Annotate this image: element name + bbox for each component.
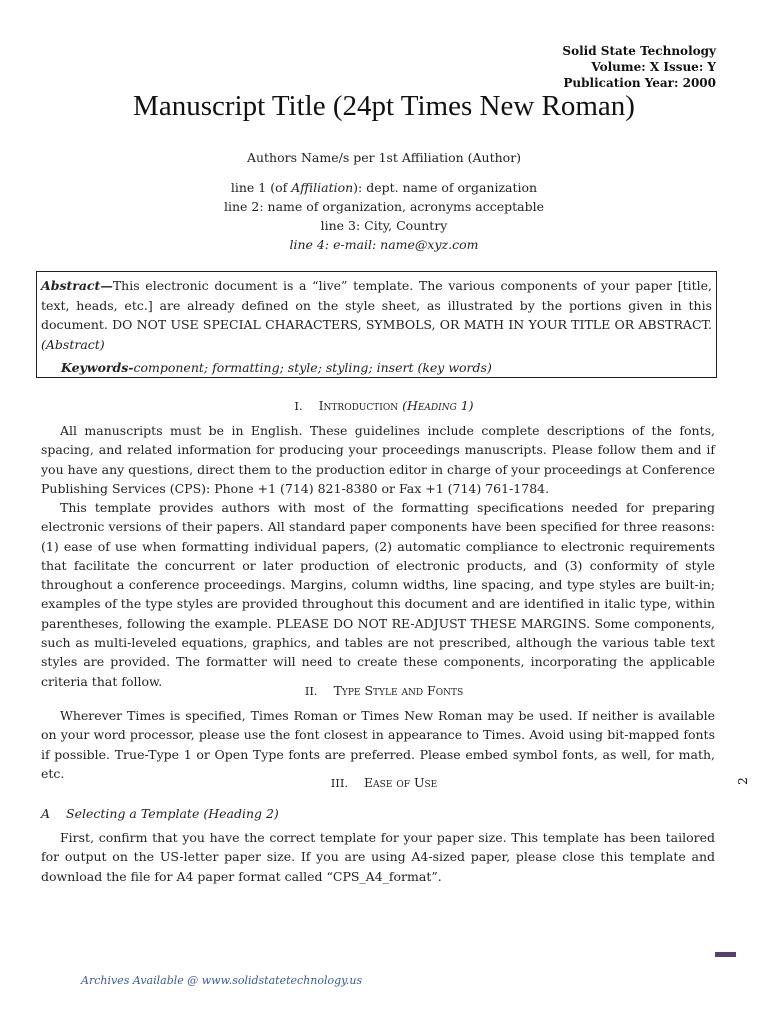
section-number: I. <box>294 399 303 413</box>
section-heading-1 <box>0 398 768 413</box>
affiliation-line-1 <box>0 178 768 197</box>
subheading <box>41 806 279 821</box>
section-heading-3 <box>0 775 768 790</box>
page-title: Manuscript Title (24pt Times New Roman) <box>133 90 635 122</box>
section-number: III. <box>330 776 349 790</box>
affiliation-line-3: line 3: City, Country <box>320 218 448 233</box>
keywords-label: Keywords- <box>61 360 134 375</box>
affiliation-line-1-prefix: line 1 (of <box>230 180 292 195</box>
affiliation-block <box>0 178 768 254</box>
paragraph-intro-2: This template provides authors with most of the formatting specifications needed for preparing electronic versions of their papers. All standard paper components have been specified for three reasons: (1) ease of use when formatting individual papers, (2) automatic compliance to electronic requirements that facilitate the concurrent or later production of electronic products, and (3) conformity of style throughout a conference proceedings. Margins, column widths, line spacing, and type styles are built-in; examples of the type styles are provided throughout this document and are identified in italic type, within parentheses, following the example. PLEASE DO NOT RE-ADJUST THESE MARGINS. Some components, such as multi-leveled equations, graphics, and tables are not prescribed, although the various table text styles are provided. The formatter will need to create these components, incorporating the applicable criteria that follow. <box>41 500 715 689</box>
paragraph-intro-1: All manuscripts must be in English. These guidelines include complete descriptions of the fonts, spacing, and related information for producing your proceedings manuscripts. Please follow them and if you have any questions, direct them to the production editor in charge of your proceedings at Conference Publishing Services (CPS): Phone +1 (714) 821-8380 or Fax +1 (714) 761-1784. <box>41 423 715 496</box>
section-number: II. <box>304 684 318 698</box>
affiliation-line-2: line 2: name of organization, acronyms acceptable <box>223 199 545 214</box>
accent-bar <box>715 952 736 957</box>
authors-line: Authors Name/s per 1st Affiliation (Author) <box>246 150 522 165</box>
affiliation-line-1-suffix: ): dept. name of organization <box>353 180 538 195</box>
journal-volume: Volume: X Issue: Y <box>591 60 716 74</box>
page-number: 2 <box>735 777 750 785</box>
section-title: Type Style and Fonts <box>333 683 464 698</box>
subheading-letter: A <box>41 806 51 821</box>
journal-year: Publication Year: 2000 <box>563 76 716 90</box>
section-heading-2 <box>0 683 768 698</box>
subheading-text: Selecting a Template (Heading 2) <box>66 806 279 821</box>
affiliation-line-4: line 4: e-mail: name@xyz.com <box>289 237 479 252</box>
abstract-dash: — <box>100 278 113 293</box>
keywords-values: component; formatting; style; styling; insert (key words) <box>133 360 492 375</box>
journal-info <box>562 43 716 91</box>
abstract-label: Abstract <box>41 278 101 293</box>
journal-name: Solid State Technology <box>562 44 716 58</box>
paragraph-fonts: Wherever Times is specified, Times Roman or Times New Roman may be used. If neither is available on your word processor, please use the font closest in appearance to Times. Avoid using bit-mapped fonts if possible. True-Type 1 or Open Type fonts are preferred. Please embed symbol fonts, as well, for math, etc. <box>41 708 715 781</box>
abstract-text <box>41 276 712 354</box>
abstract-tag: (Abstract) <box>41 336 105 352</box>
keywords-line <box>41 358 712 378</box>
abstract-box <box>36 271 717 378</box>
affiliation-word: Affiliation <box>291 180 354 195</box>
section-title: Introduction <box>318 398 399 413</box>
section-tag: (Heading 1) <box>402 398 474 413</box>
paragraph-template: First, confirm that you have the correct template for your paper size. This template has been tailored for output on the US-letter paper size. If you are using A4-sized paper, please close this template and download the file for A4 paper format called “CPS_A4_format”. <box>41 830 715 884</box>
abstract-body: This electronic document is a “live” template. The various components of your paper [title, text, heads, etc.] are already defined on the style sheet, as illustrated by the portions given in this document. DO NOT USE SPECIAL CHARACTERS, SYMBOLS, OR MATH IN YOUR TITLE OR ABSTRACT. <box>41 278 712 332</box>
footer-archive-link[interactable]: Archives Available @ www.solidstatetechnology.us <box>81 974 363 987</box>
section-title: Ease of Use <box>364 775 438 790</box>
